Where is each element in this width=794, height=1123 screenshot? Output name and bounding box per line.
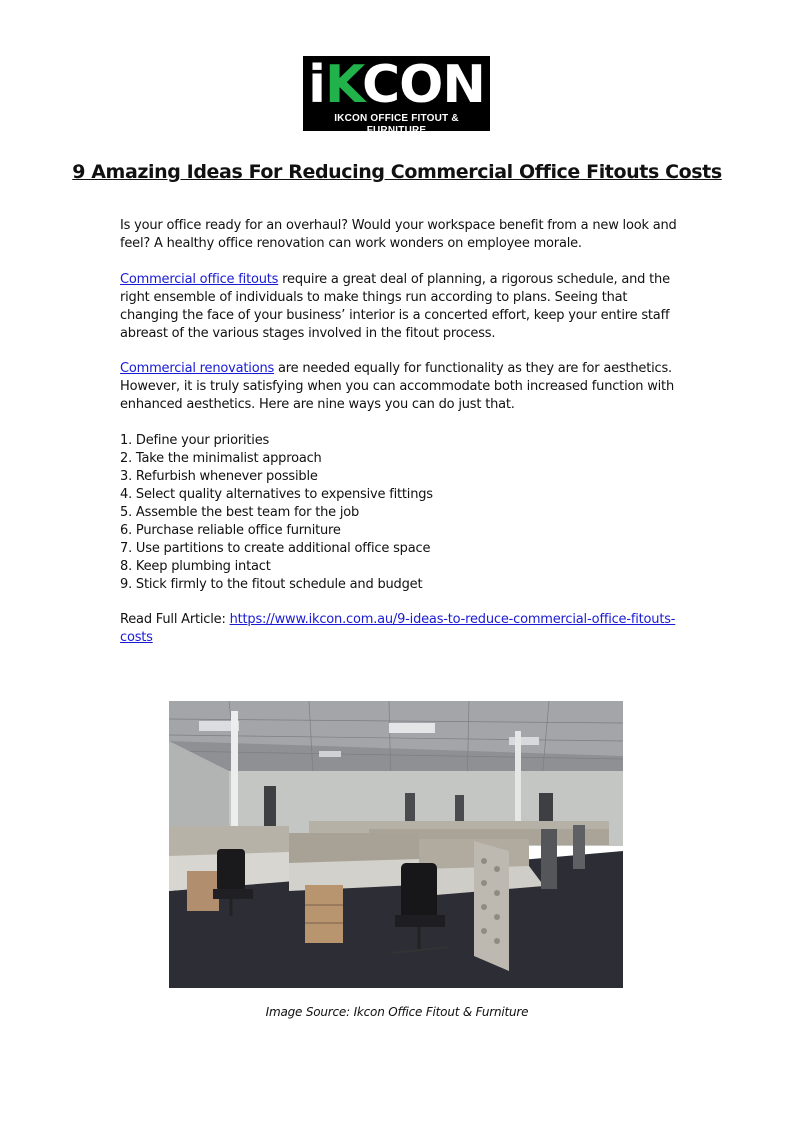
image-caption: Image Source: Ikcon Office Fitout & Furniture: [265, 1005, 529, 1019]
office-photo: [169, 701, 623, 988]
renovations-paragraph-text: are needed equally for functionality as they are for aesthetics. However, it is truly satisfying when you can accommodate both increased function with enhanced aesthetics. Here are nine ways you can do just that.: [120, 361, 674, 412]
renovations-paragraph: [120, 360, 680, 414]
fitouts-paragraph-text: require a great deal of planning, a rigorous schedule, and the right ensemble of individuals to make things run according to plans. Seeing that changing the face of your business’ interior is a concerted effort, keep your entire staff abreast of the various stages involved in the fitout process.: [120, 272, 670, 341]
list-item: 5. Assemble the best team for the job: [120, 505, 360, 520]
commercial-renovations-link[interactable]: Commercial renovations: [120, 361, 275, 376]
logo-letter-i: i: [308, 55, 325, 115]
full-article-link[interactable]: https://www.ikcon.com.au/9-ideas-to-reduce-commercial-office-fitouts-costs: [120, 612, 676, 645]
logo-letter-k: K: [324, 55, 362, 115]
list-item: 8. Keep plumbing intact: [120, 559, 271, 574]
logo-wordmark: [303, 55, 490, 115]
read-more-label: Read Full Article:: [120, 612, 230, 627]
logo-tagline: IKCON OFFICE FITOUT & FURNITURE: [334, 113, 459, 136]
list-item: 6. Purchase reliable office furniture: [120, 523, 341, 538]
commercial-office-fitouts-link[interactable]: Commercial office fitouts: [120, 272, 279, 287]
page-title: 9 Amazing Ideas For Reducing Commercial Office Fitouts Costs: [72, 161, 722, 183]
read-more-paragraph: [120, 611, 680, 647]
list-item: 9. Stick firmly to the fitout schedule and budget: [120, 577, 423, 592]
fitouts-paragraph: [120, 271, 680, 343]
list-item: 2. Take the minimalist approach: [120, 451, 322, 466]
list-item: 1. Define your priorities: [120, 433, 270, 448]
ideas-list: [120, 432, 433, 594]
logo-letters-con: CON: [361, 55, 485, 115]
intro-paragraph: Is your office ready for an overhaul? Would your workspace benefit from a new look and feel? A healthy office renovation can work wonders on employee morale.: [120, 218, 677, 251]
list-item: 4. Select quality alternatives to expensive fittings: [120, 487, 433, 502]
list-item: 7. Use partitions to create additional office space: [120, 541, 431, 556]
list-item: 3. Refurbish whenever possible: [120, 469, 318, 484]
ikcon-logo: [303, 55, 490, 136]
